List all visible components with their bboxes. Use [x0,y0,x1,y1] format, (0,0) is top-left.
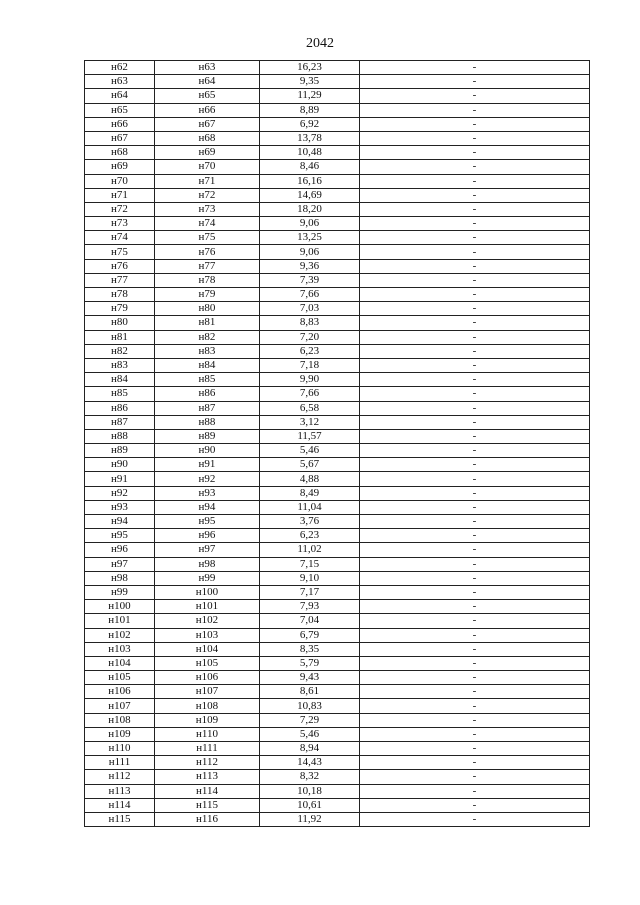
table-row [85,458,590,472]
note-cell: - [360,656,590,670]
point-from-cell: н62 [85,61,155,75]
note-cell: - [360,117,590,131]
table-row [85,273,590,287]
length-cell: 5,46 [260,444,360,458]
length-cell: 9,43 [260,671,360,685]
point-from-cell: н76 [85,259,155,273]
point-from-cell: н112 [85,770,155,784]
table-row [85,600,590,614]
point-to-cell: н71 [155,174,260,188]
point-from-cell: н81 [85,330,155,344]
table-row [85,387,590,401]
note-cell: - [360,770,590,784]
table-row [85,188,590,202]
length-cell: 7,93 [260,600,360,614]
table-row [85,756,590,770]
point-from-cell: н82 [85,344,155,358]
length-cell: 10,18 [260,784,360,798]
point-to-cell: н82 [155,330,260,344]
note-cell: - [360,585,590,599]
note-cell: - [360,685,590,699]
point-from-cell: н84 [85,373,155,387]
point-from-cell: н95 [85,529,155,543]
point-to-cell: н64 [155,75,260,89]
point-to-cell: н73 [155,202,260,216]
point-from-cell: н75 [85,245,155,259]
note-cell: - [360,89,590,103]
point-to-cell: н116 [155,812,260,826]
note-cell: - [360,756,590,770]
length-cell: 7,66 [260,387,360,401]
length-cell: 7,20 [260,330,360,344]
note-cell: - [360,415,590,429]
point-to-cell: н72 [155,188,260,202]
point-from-cell: н78 [85,288,155,302]
length-cell: 16,16 [260,174,360,188]
point-from-cell: н108 [85,713,155,727]
point-to-cell: н77 [155,259,260,273]
point-to-cell: н100 [155,585,260,599]
point-from-cell: н99 [85,585,155,599]
note-cell: - [360,288,590,302]
length-cell: 13,25 [260,231,360,245]
note-cell: - [360,188,590,202]
point-to-cell: н66 [155,103,260,117]
table-row [85,500,590,514]
note-cell: - [360,458,590,472]
point-to-cell: н97 [155,543,260,557]
note-cell: - [360,557,590,571]
table-row [85,429,590,443]
table-row [85,415,590,429]
note-cell: - [360,798,590,812]
point-from-cell: н71 [85,188,155,202]
table-row [85,131,590,145]
point-from-cell: н115 [85,812,155,826]
point-from-cell: н113 [85,784,155,798]
table-row [85,288,590,302]
table-row [85,742,590,756]
table-row [85,401,590,415]
length-cell: 9,35 [260,75,360,89]
point-to-cell: н70 [155,160,260,174]
length-cell: 18,20 [260,202,360,216]
length-cell: 8,49 [260,486,360,500]
note-cell: - [360,812,590,826]
note-cell: - [360,401,590,415]
length-cell: 11,02 [260,543,360,557]
point-from-cell: н105 [85,671,155,685]
point-to-cell: н103 [155,628,260,642]
length-cell: 7,04 [260,614,360,628]
point-to-cell: н104 [155,642,260,656]
note-cell: - [360,387,590,401]
table-row [85,245,590,259]
point-to-cell: н81 [155,316,260,330]
length-cell: 14,43 [260,756,360,770]
point-from-cell: н79 [85,302,155,316]
point-from-cell: н94 [85,515,155,529]
note-cell: - [360,103,590,117]
point-to-cell: н93 [155,486,260,500]
point-from-cell: н63 [85,75,155,89]
point-to-cell: н107 [155,685,260,699]
table-row [85,798,590,812]
length-cell: 4,88 [260,472,360,486]
table-row [85,373,590,387]
length-cell: 8,94 [260,742,360,756]
point-to-cell: н109 [155,713,260,727]
table-row [85,727,590,741]
note-cell: - [360,784,590,798]
point-from-cell: н90 [85,458,155,472]
point-from-cell: н93 [85,500,155,514]
note-cell: - [360,543,590,557]
table-row [85,217,590,231]
point-to-cell: н85 [155,373,260,387]
point-from-cell: н83 [85,358,155,372]
note-cell: - [360,600,590,614]
table-row [85,614,590,628]
point-from-cell: н89 [85,444,155,458]
point-to-cell: н69 [155,146,260,160]
length-cell: 8,89 [260,103,360,117]
note-cell: - [360,174,590,188]
table-row [85,174,590,188]
note-cell: - [360,146,590,160]
table-row [85,444,590,458]
note-cell: - [360,628,590,642]
point-from-cell: н67 [85,131,155,145]
point-from-cell: н109 [85,727,155,741]
point-to-cell: н89 [155,429,260,443]
table-row [85,529,590,543]
length-cell: 5,79 [260,656,360,670]
note-cell: - [360,699,590,713]
point-to-cell: н75 [155,231,260,245]
length-cell: 7,29 [260,713,360,727]
length-cell: 3,12 [260,415,360,429]
note-cell: - [360,472,590,486]
point-from-cell: н74 [85,231,155,245]
point-from-cell: н100 [85,600,155,614]
note-cell: - [360,217,590,231]
table-row [85,117,590,131]
table-row [85,656,590,670]
point-to-cell: н105 [155,656,260,670]
note-cell: - [360,358,590,372]
point-from-cell: н73 [85,217,155,231]
point-to-cell: н74 [155,217,260,231]
note-cell: - [360,75,590,89]
point-from-cell: н68 [85,146,155,160]
note-cell: - [360,713,590,727]
table-row [85,628,590,642]
table-row [85,642,590,656]
length-cell: 7,17 [260,585,360,599]
table-row [85,543,590,557]
point-to-cell: н112 [155,756,260,770]
length-cell: 11,29 [260,89,360,103]
length-cell: 8,83 [260,316,360,330]
note-cell: - [360,202,590,216]
length-cell: 8,32 [260,770,360,784]
length-cell: 9,36 [260,259,360,273]
point-to-cell: н102 [155,614,260,628]
point-from-cell: н102 [85,628,155,642]
note-cell: - [360,316,590,330]
note-cell: - [360,302,590,316]
point-from-cell: н80 [85,316,155,330]
length-cell: 16,23 [260,61,360,75]
point-to-cell: н115 [155,798,260,812]
note-cell: - [360,160,590,174]
length-cell: 3,76 [260,515,360,529]
point-to-cell: н110 [155,727,260,741]
length-cell: 8,35 [260,642,360,656]
table-row [85,259,590,273]
length-cell: 8,46 [260,160,360,174]
point-from-cell: н86 [85,401,155,415]
point-from-cell: н103 [85,642,155,656]
point-from-cell: н111 [85,756,155,770]
table-row [85,330,590,344]
note-cell: - [360,444,590,458]
table-row [85,486,590,500]
table-row [85,770,590,784]
point-to-cell: н91 [155,458,260,472]
length-cell: 6,58 [260,401,360,415]
point-to-cell: н114 [155,784,260,798]
table-row [85,571,590,585]
note-cell: - [360,529,590,543]
point-from-cell: н97 [85,557,155,571]
length-cell: 7,39 [260,273,360,287]
note-cell: - [360,245,590,259]
note-cell: - [360,330,590,344]
point-to-cell: н79 [155,288,260,302]
table-row [85,89,590,103]
point-to-cell: н68 [155,131,260,145]
table-row [85,685,590,699]
boundary-segments-table-wrapper [84,60,590,827]
point-from-cell: н104 [85,656,155,670]
table-row [85,146,590,160]
note-cell: - [360,500,590,514]
point-from-cell: н101 [85,614,155,628]
length-cell: 11,92 [260,812,360,826]
table-row [85,302,590,316]
point-to-cell: н101 [155,600,260,614]
length-cell: 10,83 [260,699,360,713]
boundary-segments-table [84,60,590,827]
note-cell: - [360,571,590,585]
length-cell: 5,67 [260,458,360,472]
point-from-cell: н87 [85,415,155,429]
point-to-cell: н78 [155,273,260,287]
point-to-cell: н67 [155,117,260,131]
length-cell: 10,61 [260,798,360,812]
point-from-cell: н64 [85,89,155,103]
note-cell: - [360,727,590,741]
length-cell: 14,69 [260,188,360,202]
point-to-cell: н98 [155,557,260,571]
table-row [85,316,590,330]
table-row [85,160,590,174]
point-from-cell: н77 [85,273,155,287]
point-from-cell: н107 [85,699,155,713]
point-from-cell: н110 [85,742,155,756]
table-row [85,515,590,529]
table-row [85,557,590,571]
point-to-cell: н63 [155,61,260,75]
note-cell: - [360,642,590,656]
point-to-cell: н83 [155,344,260,358]
table-row [85,585,590,599]
point-from-cell: н85 [85,387,155,401]
note-cell: - [360,373,590,387]
note-cell: - [360,61,590,75]
length-cell: 5,46 [260,727,360,741]
length-cell: 6,23 [260,529,360,543]
note-cell: - [360,131,590,145]
point-to-cell: н106 [155,671,260,685]
point-to-cell: н86 [155,387,260,401]
table-row [85,231,590,245]
table-row [85,472,590,486]
table-row [85,713,590,727]
table-row [85,103,590,117]
point-to-cell: н84 [155,358,260,372]
length-cell: 13,78 [260,131,360,145]
table-row [85,671,590,685]
length-cell: 6,92 [260,117,360,131]
length-cell: 9,06 [260,217,360,231]
point-from-cell: н106 [85,685,155,699]
table-row [85,699,590,713]
length-cell: 11,57 [260,429,360,443]
point-from-cell: н96 [85,543,155,557]
length-cell: 10,48 [260,146,360,160]
length-cell: 7,03 [260,302,360,316]
table-row [85,784,590,798]
point-from-cell: н88 [85,429,155,443]
point-to-cell: н76 [155,245,260,259]
point-to-cell: н88 [155,415,260,429]
length-cell: 6,23 [260,344,360,358]
length-cell: 9,90 [260,373,360,387]
point-from-cell: н92 [85,486,155,500]
point-to-cell: н92 [155,472,260,486]
length-cell: 8,61 [260,685,360,699]
point-to-cell: н108 [155,699,260,713]
length-cell: 9,10 [260,571,360,585]
length-cell: 11,04 [260,500,360,514]
note-cell: - [360,231,590,245]
note-cell: - [360,614,590,628]
note-cell: - [360,429,590,443]
table-row [85,812,590,826]
table-body [85,61,590,827]
point-from-cell: н65 [85,103,155,117]
note-cell: - [360,742,590,756]
note-cell: - [360,259,590,273]
table-row [85,344,590,358]
page-number: 2042 [306,36,334,51]
point-to-cell: н95 [155,515,260,529]
point-from-cell: н69 [85,160,155,174]
note-cell: - [360,486,590,500]
point-from-cell: н70 [85,174,155,188]
point-from-cell: н66 [85,117,155,131]
note-cell: - [360,515,590,529]
point-to-cell: н113 [155,770,260,784]
point-from-cell: н91 [85,472,155,486]
point-to-cell: н99 [155,571,260,585]
table-row [85,61,590,75]
point-to-cell: н87 [155,401,260,415]
length-cell: 6,79 [260,628,360,642]
point-to-cell: н96 [155,529,260,543]
note-cell: - [360,273,590,287]
table-row [85,202,590,216]
point-to-cell: н111 [155,742,260,756]
length-cell: 7,15 [260,557,360,571]
point-to-cell: н90 [155,444,260,458]
point-from-cell: н98 [85,571,155,585]
point-to-cell: н65 [155,89,260,103]
length-cell: 7,18 [260,358,360,372]
length-cell: 9,06 [260,245,360,259]
point-to-cell: н80 [155,302,260,316]
table-row [85,358,590,372]
length-cell: 7,66 [260,288,360,302]
point-from-cell: н114 [85,798,155,812]
point-to-cell: н94 [155,500,260,514]
note-cell: - [360,344,590,358]
table-row [85,75,590,89]
note-cell: - [360,671,590,685]
point-from-cell: н72 [85,202,155,216]
